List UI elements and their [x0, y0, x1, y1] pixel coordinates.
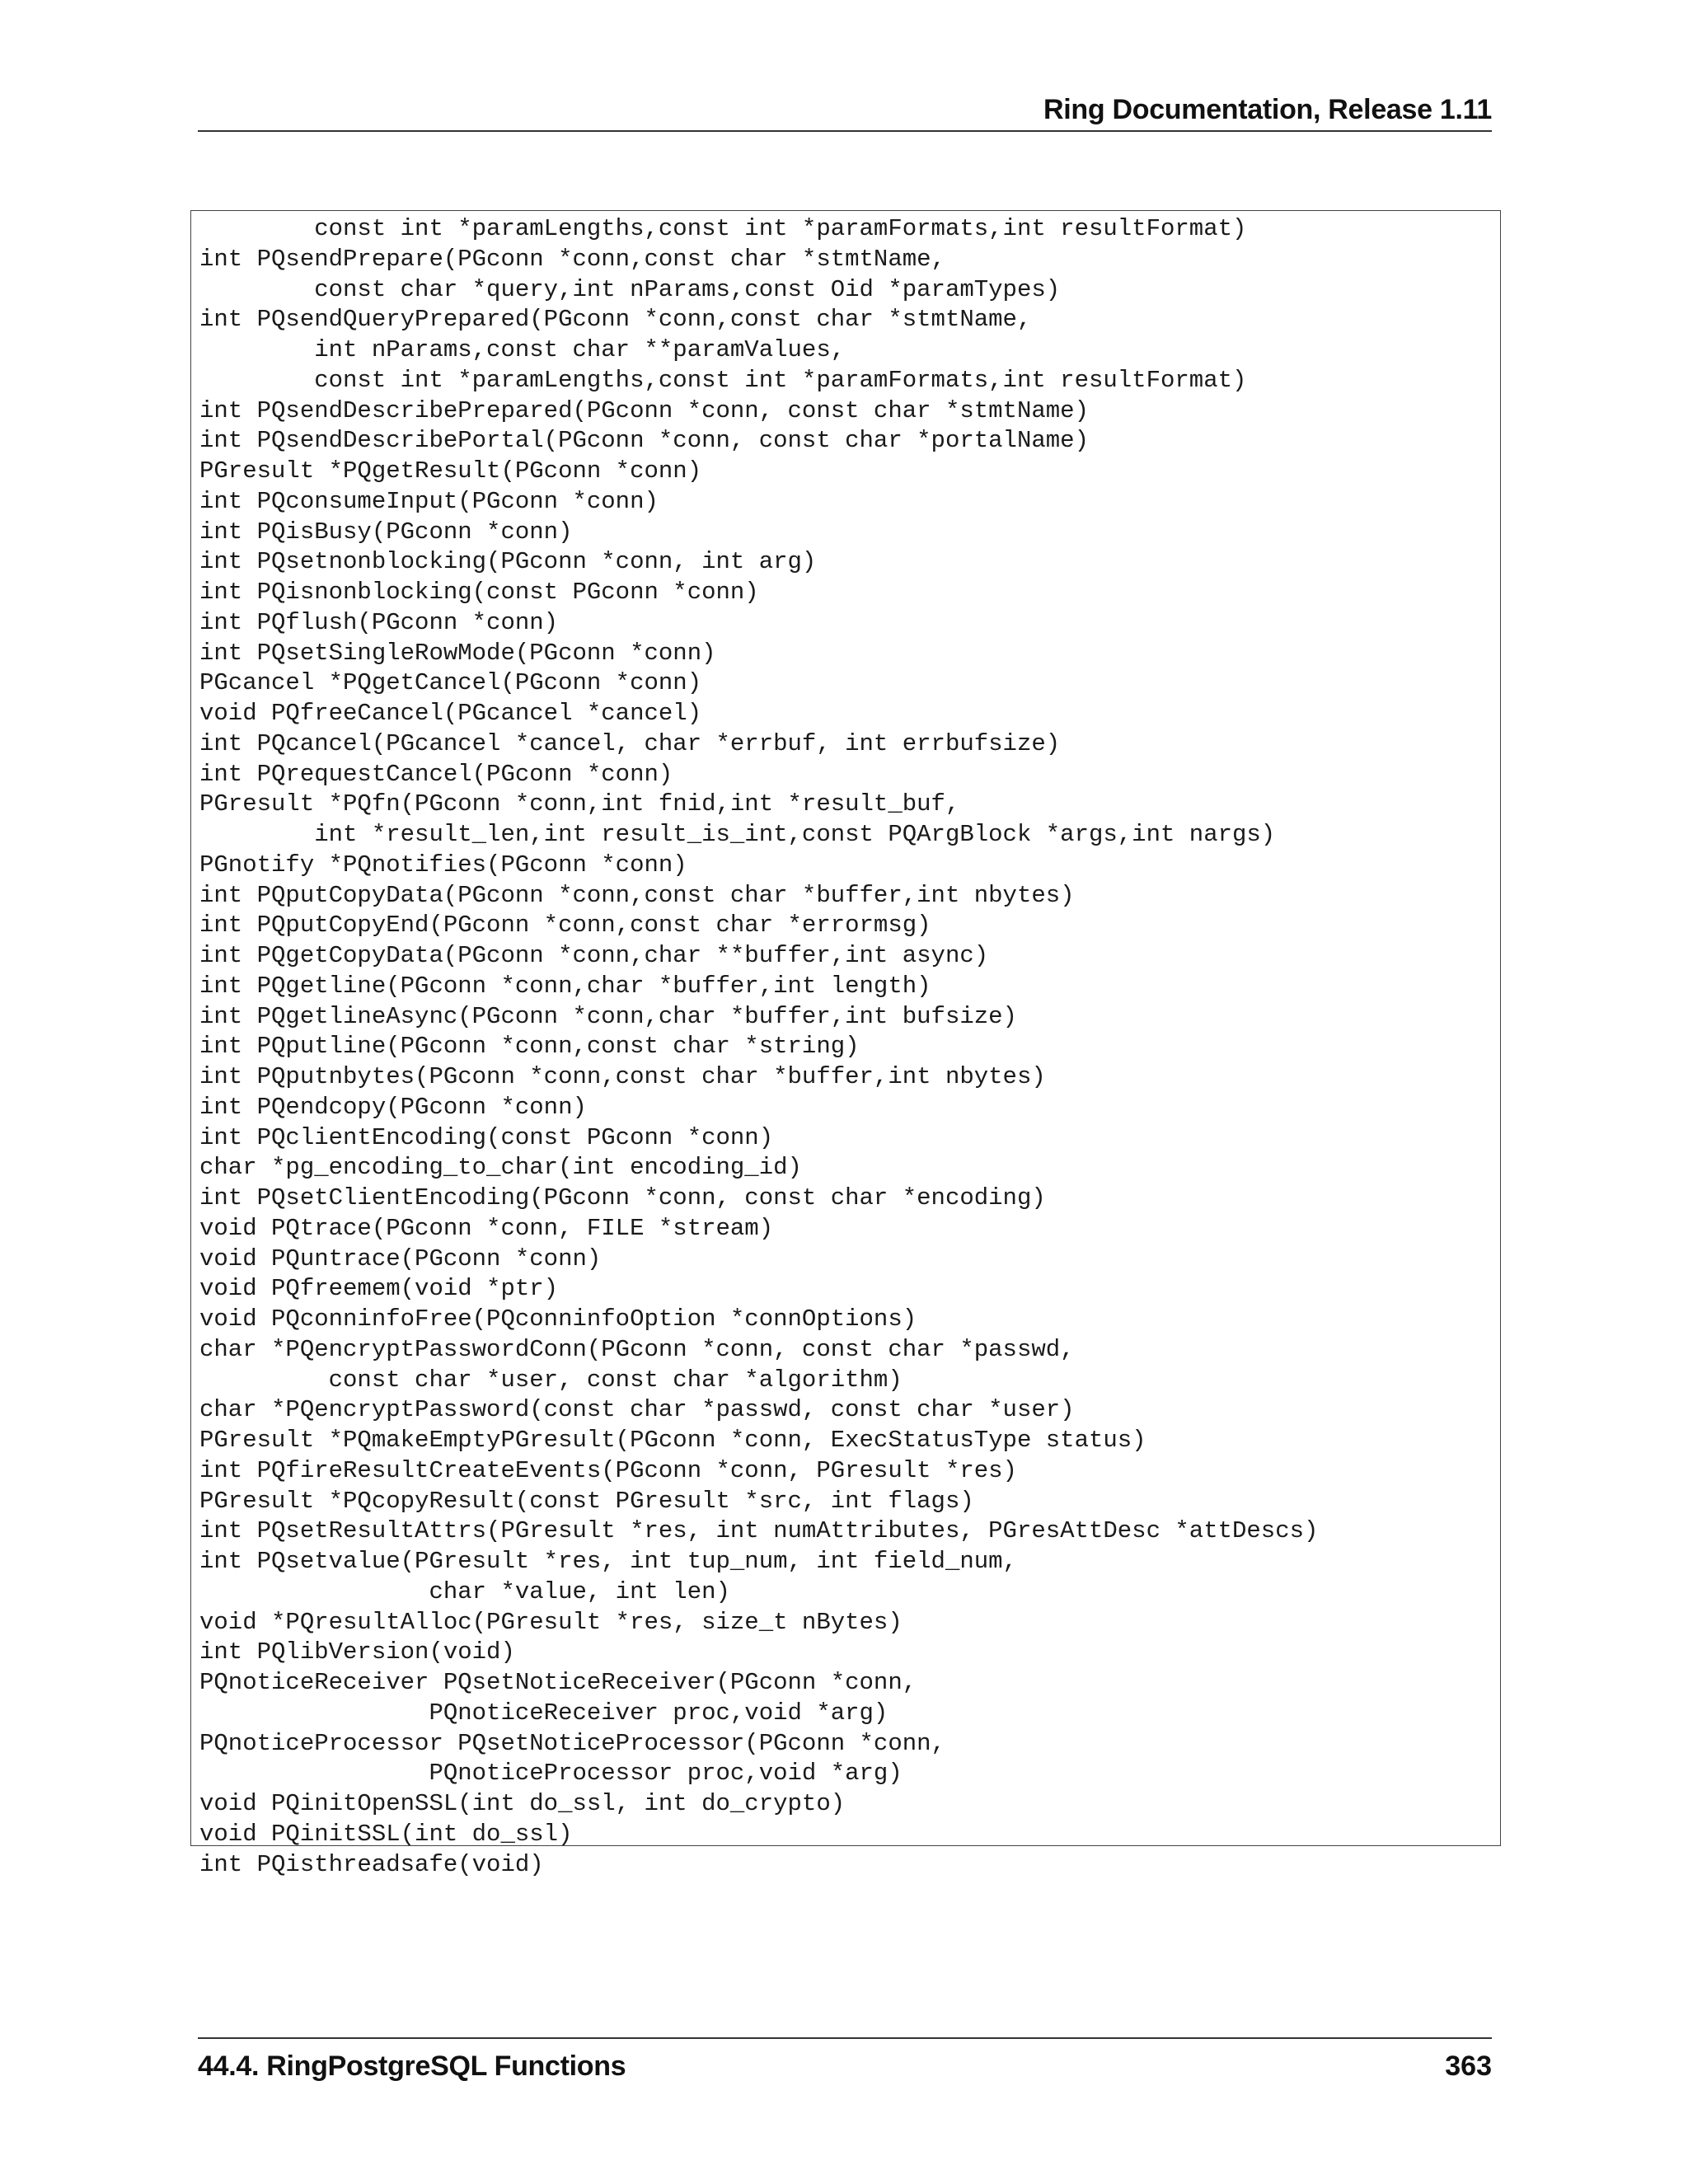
code-line: char *PQencryptPassword(const char *passwd, const char *user)	[199, 1396, 1075, 1424]
code-line: PQnoticeReceiver PQsetNoticeReceiver(PGconn *conn,	[199, 1669, 917, 1696]
code-line: int PQconsumeInput(PGconn *conn)	[199, 487, 659, 515]
code-line: int PQgetline(PGconn *conn,char *buffer,int length)	[199, 972, 931, 1000]
code-line: PGresult *PQfn(PGconn *conn,int fnid,int *result_buf,	[199, 790, 960, 818]
code-line: void PQconninfoFree(PQconninfoOption *connOptions)	[199, 1305, 917, 1333]
code-line: int PQsetResultAttrs(PGresult *res, int numAttributes, PGresAttDesc *attDescs)	[199, 1517, 1319, 1545]
code-line: void PQfreemem(void *ptr)	[199, 1275, 559, 1303]
code-line: void PQfreeCancel(PGcancel *cancel)	[199, 700, 702, 727]
code-line: int PQisBusy(PGconn *conn)	[199, 518, 573, 546]
code-line: char *PQencryptPasswordConn(PGconn *conn, const char *passwd,	[199, 1335, 1075, 1363]
running-footer	[198, 2037, 1492, 2097]
code-line: int PQlibVersion(void)	[199, 1638, 515, 1666]
code-line: int nParams,const char **paramValues,	[199, 336, 846, 363]
code-line: void PQinitOpenSSL(int do_ssl, int do_crypto)	[199, 1790, 846, 1817]
code-line: const int *paramLengths,const int *paramFormats,int resultFormat)	[199, 215, 1247, 242]
code-line: void PQinitSSL(int do_ssl)	[199, 1820, 573, 1848]
code-line: int PQgetCopyData(PGconn *conn,char **buffer,int async)	[199, 942, 989, 969]
code-line: int PQclientEncoding(const PGconn *conn)	[199, 1123, 774, 1151]
code-line: int PQsendQueryPrepared(PGconn *conn,const char *stmtName,	[199, 306, 1032, 334]
code-line: PQnoticeReceiver proc,void *arg)	[199, 1699, 889, 1727]
code-line: int PQsetvalue(PGresult *res, int tup_num, int field_num,	[199, 1548, 1017, 1575]
code-line: int PQputline(PGconn *conn,const char *string)	[199, 1033, 860, 1061]
code-line: int PQflush(PGconn *conn)	[199, 608, 559, 636]
code-block	[190, 210, 1501, 1878]
code-line: int PQsetClientEncoding(PGconn *conn, const char *encoding)	[199, 1184, 1046, 1212]
code-line: PGresult *PQmakeEmptyPGresult(PGconn *conn, ExecStatusType status)	[199, 1427, 1146, 1454]
section-title: 44.4. RingPostgreSQL Functions	[198, 2050, 626, 2082]
code-line: int PQisnonblocking(const PGconn *conn)	[199, 579, 759, 606]
code-line: int PQsendPrepare(PGconn *conn,const char *stmtName,	[199, 245, 945, 273]
code-line: const int *paramLengths,const int *paramFormats,int resultFormat)	[199, 366, 1247, 394]
code-line: const char *user, const char *algorithm)	[199, 1366, 903, 1394]
code-line: PGnotify *PQnotifies(PGconn *conn)	[199, 851, 687, 879]
code-line: PGcancel *PQgetCancel(PGconn *conn)	[199, 669, 702, 697]
code-line: char *value, int len)	[199, 1577, 730, 1605]
code-line: void PQuntrace(PGconn *conn)	[199, 1244, 602, 1272]
code-line: PGresult *PQgetResult(PGconn *conn)	[199, 457, 702, 485]
code-line: char *pg_encoding_to_char(int encoding_id)	[199, 1154, 802, 1182]
code-line: void PQtrace(PGconn *conn, FILE *stream)	[199, 1214, 774, 1242]
code-line: int PQputnbytes(PGconn *conn,const char *buffer,int nbytes)	[199, 1063, 1046, 1090]
document-title: Ring Documentation, Release 1.11	[1043, 94, 1492, 125]
running-header	[198, 89, 1492, 132]
code-line: int PQsetnonblocking(PGconn *conn, int arg)	[199, 548, 817, 576]
code-line: int PQputCopyData(PGconn *conn,const char *buffer,int nbytes)	[199, 881, 1075, 909]
code-line: const char *query,int nParams,const Oid *paramTypes)	[199, 275, 1061, 303]
code-line: void *PQresultAlloc(PGresult *res, size_t nBytes)	[199, 1608, 903, 1636]
code-line: int PQcancel(PGcancel *cancel, char *errbuf, int errbufsize)	[199, 729, 1061, 757]
code-lines	[199, 214, 1318, 1880]
code-line: int *result_len,int result_is_int,const PQArgBlock *args,int nargs)	[199, 821, 1276, 848]
code-line: int PQsendDescribePortal(PGconn *conn, const char *portalName)	[199, 427, 1089, 455]
code-line: PGresult *PQcopyResult(const PGresult *src, int flags)	[199, 1487, 974, 1515]
code-line: int PQsetSingleRowMode(PGconn *conn)	[199, 639, 716, 667]
code-line: PQnoticeProcessor PQsetNoticeProcessor(PGconn *conn,	[199, 1729, 945, 1757]
page-number: 363	[1445, 2050, 1492, 2082]
code-line: int PQisthreadsafe(void)	[199, 1850, 544, 1878]
code-line: int PQputCopyEnd(PGconn *conn,const char *errormsg)	[199, 912, 931, 940]
code-line: int PQgetlineAsync(PGconn *conn,char *buffer,int bufsize)	[199, 1002, 1017, 1030]
code-line: int PQendcopy(PGconn *conn)	[199, 1093, 587, 1121]
code-line: int PQfireResultCreateEvents(PGconn *conn, PGresult *res)	[199, 1456, 1017, 1484]
code-line: int PQsendDescribePrepared(PGconn *conn, const char *stmtName)	[199, 396, 1089, 424]
code-line: PQnoticeProcessor proc,void *arg)	[199, 1760, 903, 1788]
code-line: int PQrequestCancel(PGconn *conn)	[199, 760, 673, 788]
